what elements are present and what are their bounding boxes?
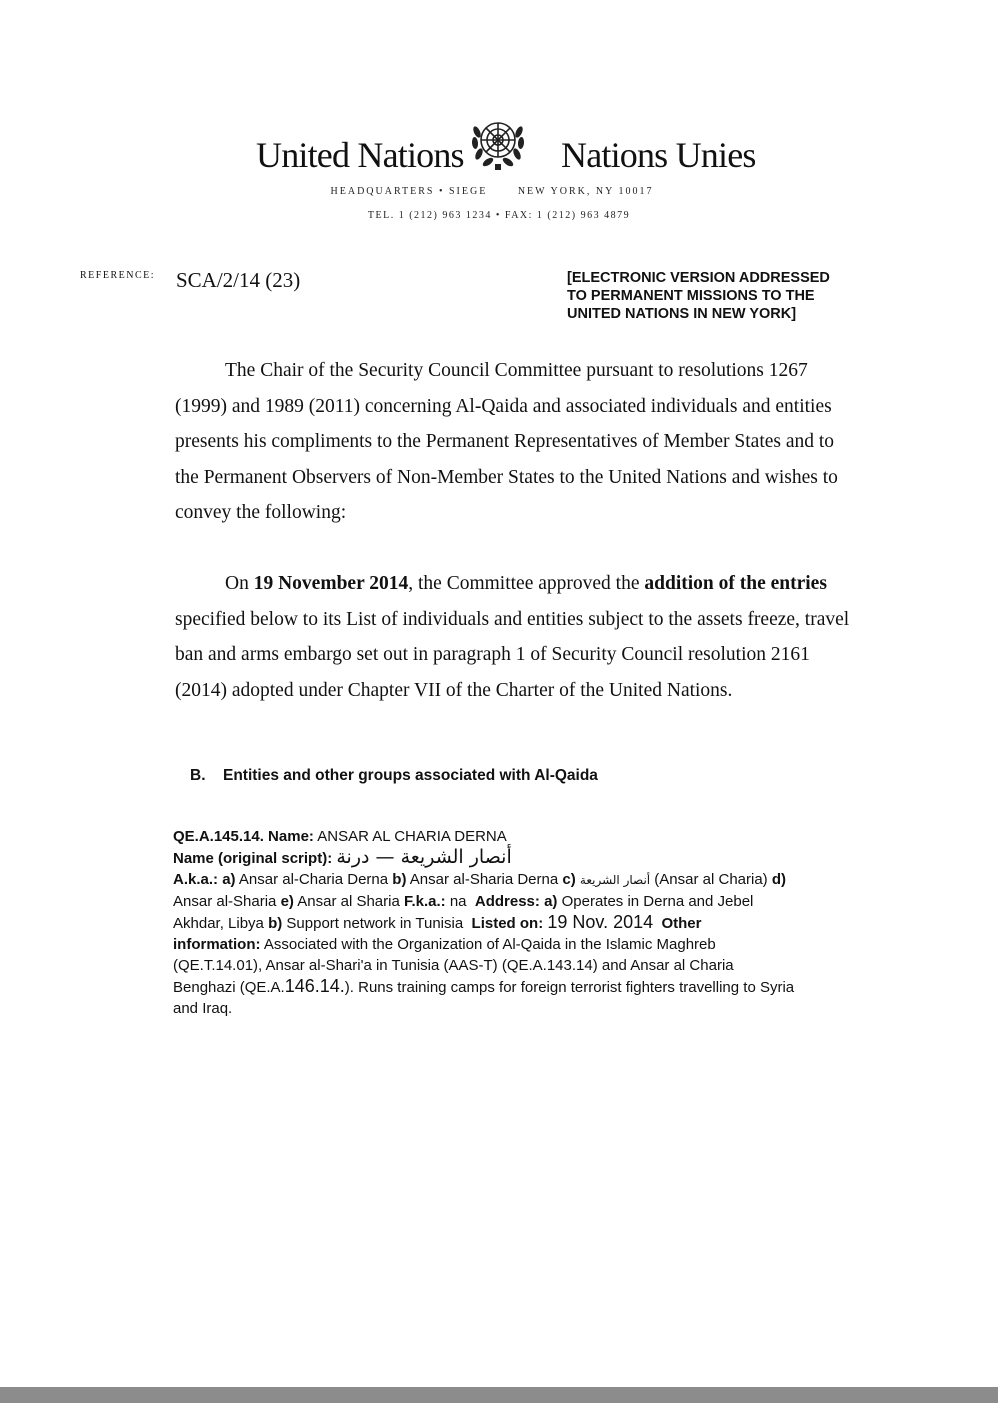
- entry-name: ANSAR AL CHARIA DERNA: [317, 828, 507, 845]
- address-value: Operates in Derna and Jebel: [561, 893, 754, 910]
- paragraph-line: convey the following:: [175, 502, 347, 523]
- item-label: a): [544, 893, 558, 910]
- headquarters-line: [0, 186, 998, 197]
- listed-on-label: Listed on:: [471, 915, 544, 932]
- paragraph-line: the Permanent Observers of Non-Member States to the United Nations and wishes to: [175, 466, 838, 488]
- aka-label: A.k.a.:: [173, 871, 219, 888]
- entry-line: [173, 934, 893, 955]
- electronic-version-notice: [567, 269, 897, 323]
- notice-line: [ELECTRONIC VERSION ADDRESSED: [567, 270, 830, 286]
- item-label: c): [562, 871, 576, 888]
- entry-line: [173, 826, 893, 847]
- address-label: Address:: [474, 893, 540, 910]
- paragraph-text: , the Committee approved the: [408, 573, 645, 594]
- item-label: b): [268, 915, 283, 932]
- paragraph-line: specified below to its List of individuals and entities subject to the assets freeze, travel: [175, 608, 850, 630]
- entry-line: [173, 869, 893, 891]
- alias: Ansar al-Sharia: [173, 893, 277, 910]
- original-script-name: أنصار الشريعة — درنة: [336, 846, 512, 868]
- address-value: Akhdar, Libya: [173, 915, 264, 932]
- notice-line: TO PERMANENT MISSIONS TO THE: [567, 288, 815, 304]
- item-label: d): [771, 871, 787, 888]
- letterhead: [0, 112, 998, 184]
- telephone-fax-line: TEL. 1 (212) 963 1234 • FAX: 1 (212) 963 4879: [367, 210, 631, 221]
- listed-on-date: 19 Nov. 2014: [547, 912, 654, 932]
- section-heading: [190, 767, 598, 785]
- alias: Ansar al-Charia Derna: [238, 871, 389, 888]
- intro-paragraph: [175, 353, 895, 531]
- alias-arabic: أنصار الشريعة: [579, 873, 651, 887]
- item-label: a): [222, 871, 236, 888]
- entry-line: [173, 912, 893, 934]
- reference-number: SCA/2/14 (23): [176, 268, 301, 292]
- entry-line: [173, 976, 893, 998]
- entry-line: (QE.T.14.01), Ansar al-Shari'a in Tunisia (AAS-T) (QE.A.143.14) and Ansar al Charia: [173, 957, 734, 974]
- other-info-label: information:: [173, 936, 261, 953]
- entry-line: [173, 891, 893, 912]
- paragraph-line: (1999) and 1989 (2011) concerning Al-Qaida and associated individuals and entities: [175, 395, 832, 417]
- paragraph-line: presents his compliments to the Permanent Representatives of Member States and to: [175, 431, 835, 452]
- other-info-text: 146.14.: [284, 976, 345, 996]
- headquarters-label: HEADQUARTERS • SIEGE: [330, 186, 488, 197]
- paragraph-text: On: [225, 573, 254, 594]
- other-info-text: ). Runs training camps for foreign terrorist fighters travelling to Syria: [344, 979, 795, 996]
- section-letter: B.: [190, 767, 206, 784]
- other-info-text: Benghazi (QE.A.: [173, 979, 285, 996]
- org-name-french: Nations Unies: [561, 135, 756, 175]
- address-value: Support network in Tunisia: [286, 915, 464, 932]
- notice-line: UNITED NATIONS IN NEW YORK]: [567, 306, 797, 322]
- alias: Ansar al-Sharia Derna: [409, 871, 559, 888]
- alias: (Ansar al Charia): [654, 871, 768, 888]
- entry-line: [173, 847, 893, 869]
- paragraph-line: [175, 353, 895, 389]
- approval-paragraph: [175, 566, 895, 708]
- paragraph-line: (2014) adopted under Chapter VII of the Charter of the United Nations.: [175, 679, 733, 701]
- entry-line: and Iraq.: [173, 1000, 233, 1017]
- original-script-label: Name (original script):: [173, 850, 333, 867]
- approval-date: 19 November 2014: [253, 573, 409, 594]
- item-label: e): [280, 893, 294, 910]
- entry-id-label: QE.A.145.14. Name:: [173, 828, 314, 845]
- section-title: Entities and other groups associated with Al-Qaida: [223, 767, 598, 784]
- approval-action: addition of the entries: [644, 573, 827, 594]
- paragraph-line: [175, 566, 895, 602]
- fka-label: F.k.a.:: [403, 893, 446, 910]
- reference-label: REFERENCE:: [80, 270, 156, 281]
- other-info-text: Associated with the Organization of Al-Qaida in the Islamic Maghreb: [263, 936, 716, 953]
- other-info-label: Other: [661, 915, 702, 932]
- item-label: b): [392, 871, 407, 888]
- org-name-english: United Nations: [256, 135, 464, 175]
- alias: Ansar al Sharia: [297, 893, 400, 910]
- headquarters-address: NEW YORK, NY 10017: [517, 186, 654, 197]
- paragraph-text: The Chair of the Security Council Committee pursuant to resolutions 1267: [225, 360, 808, 381]
- un-emblem-icon: [466, 112, 530, 176]
- fka-value: na: [449, 893, 467, 910]
- bottom-scanner-edge: [0, 1387, 998, 1403]
- paragraph-line: ban and arms embargo set out in paragraph 1 of Security Council resolution 2161: [175, 644, 810, 665]
- list-entry: [173, 826, 893, 1019]
